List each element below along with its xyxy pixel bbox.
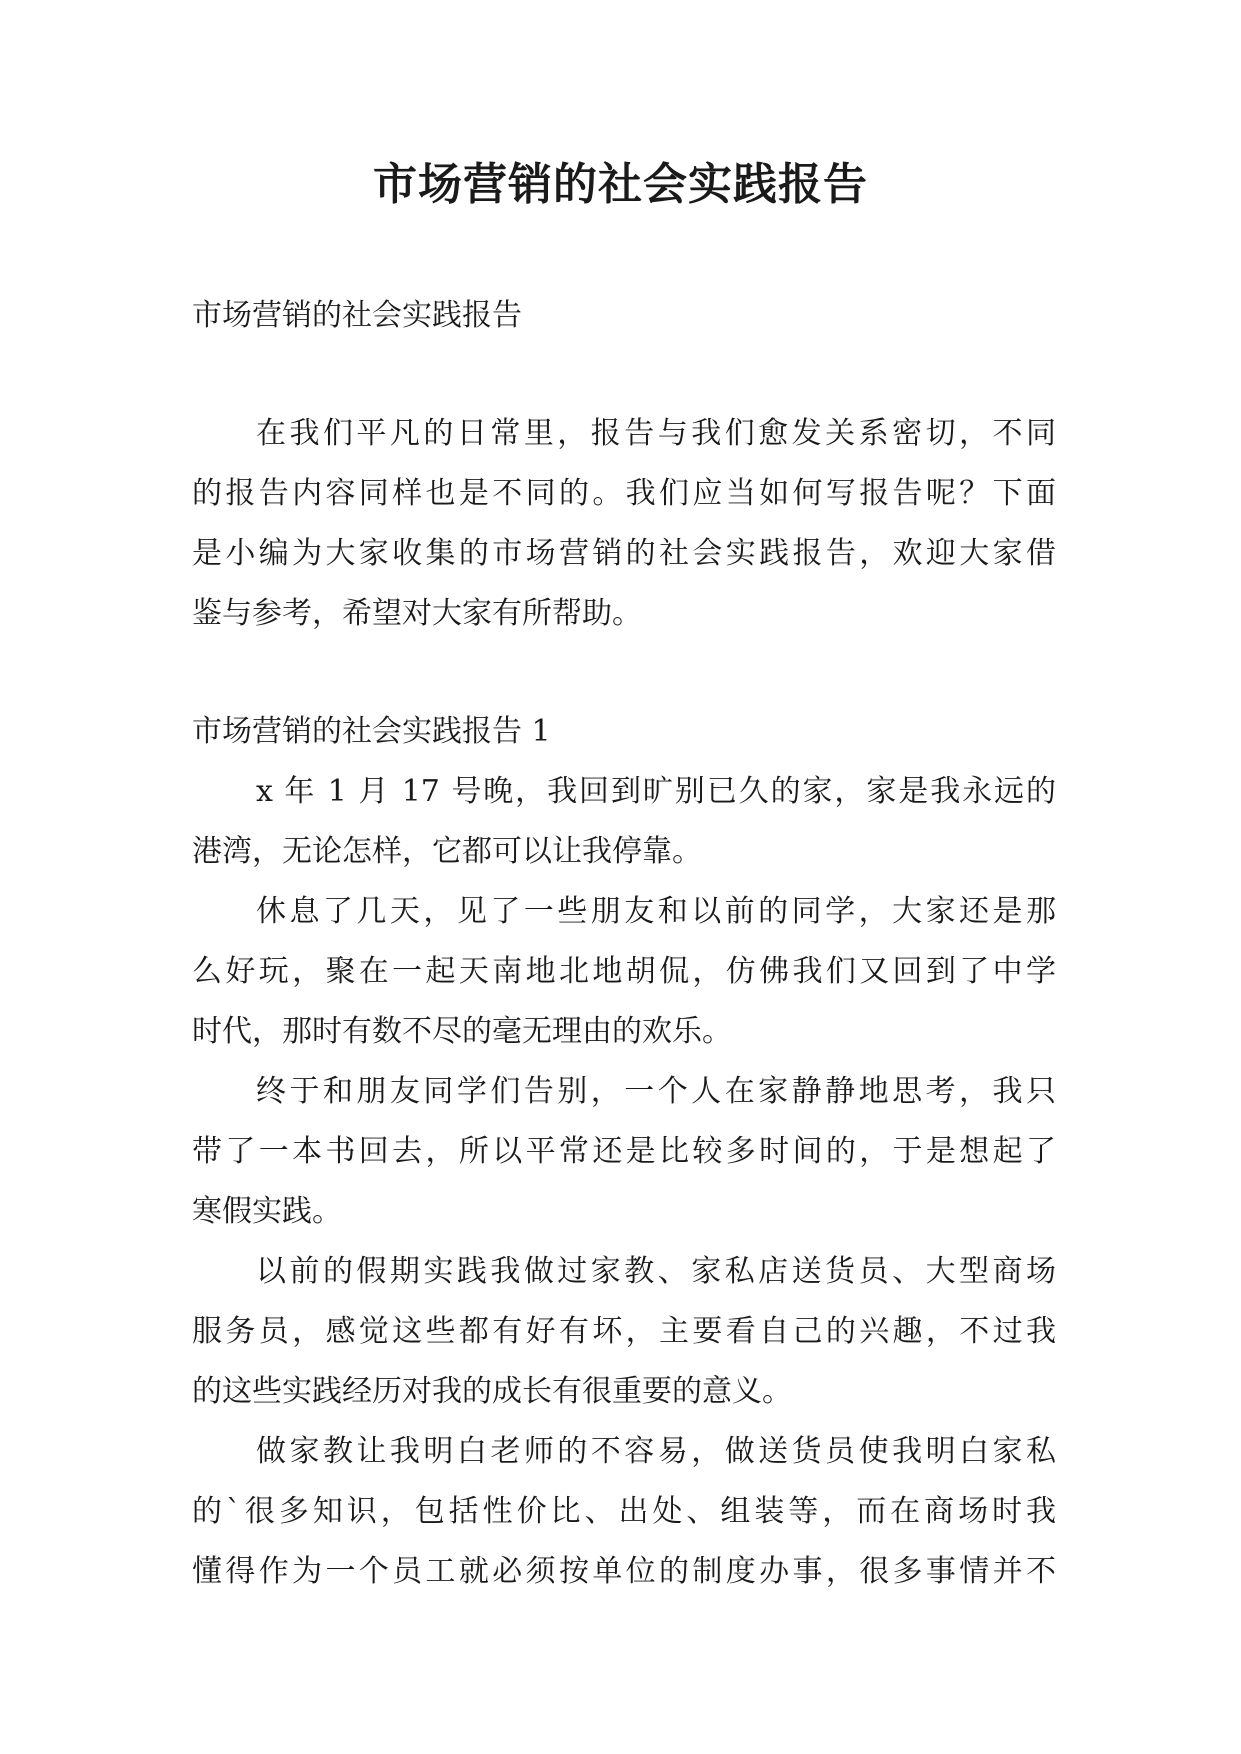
paragraph-line: 的`很多知识，包括性价比、出处、组装等，而在商场时我 xyxy=(192,1494,1056,1529)
body-paragraph xyxy=(192,1062,1056,1242)
paragraph-line: 的报告内容同样也是不同的。我们应当如何写报告呢？下面 xyxy=(192,476,1056,511)
paragraph-line: 的这些实践经历对我的成长有很重要的意义。 xyxy=(192,1374,792,1409)
paragraph-line: 带了一本书回去，所以平常还是比较多时间的，于是想起了 xyxy=(192,1134,1056,1169)
body-paragraph xyxy=(192,762,1056,882)
paragraph-line: 寒假实践。 xyxy=(192,1194,342,1229)
document-title: 市场营销的社会实践报告 xyxy=(373,159,868,210)
body-paragraph xyxy=(192,1242,1056,1422)
paragraph-line: 是小编为大家收集的市场营销的社会实践报告，欢迎大家借 xyxy=(192,536,1056,571)
body-paragraph xyxy=(192,882,1056,1062)
paragraph-line: 做家教让我明白老师的不容易，做送货员使我明白家私 xyxy=(256,1434,1056,1469)
paragraph-line: 么好玩，聚在一起天南地北地胡侃，仿佛我们又回到了中学 xyxy=(192,954,1056,989)
paragraph-line: 休息了几天，见了一些朋友和以前的同学，大家还是那 xyxy=(256,894,1056,929)
paragraph-line: 在我们平凡的日常里，报告与我们愈发关系密切，不同 xyxy=(256,416,1056,451)
paragraph-line: 时代，那时有数不尽的毫无理由的欢乐。 xyxy=(192,1014,732,1049)
paragraph-line: 港湾，无论怎样，它都可以让我停靠。 xyxy=(192,834,702,869)
body-paragraph xyxy=(192,1422,1056,1602)
document-subtitle: 市场营销的社会实践报告 xyxy=(192,298,522,333)
intro-paragraph xyxy=(192,404,1056,644)
paragraph-line: 服务员，感觉这些都有好有坏，主要看自己的兴趣，不过我 xyxy=(192,1314,1056,1349)
paragraph-line: 懂得作为一个员工就必须按单位的制度办事，很多事情并不 xyxy=(192,1554,1056,1589)
paragraph-line: 以前的假期实践我做过家教、家私店送货员、大型商场 xyxy=(256,1254,1056,1289)
paragraph-line: 终于和朋友同学们告别，一个人在家静静地思考，我只 xyxy=(256,1074,1056,1109)
paragraph-line: x 年 1 月 17 号晚，我回到旷别已久的家，家是我永远的 xyxy=(256,774,1056,809)
document-body xyxy=(192,286,1056,1602)
paragraph-line: 鉴与参考，希望对大家有所帮助。 xyxy=(192,596,642,631)
section-heading: 市场营销的社会实践报告 1 xyxy=(192,714,551,749)
